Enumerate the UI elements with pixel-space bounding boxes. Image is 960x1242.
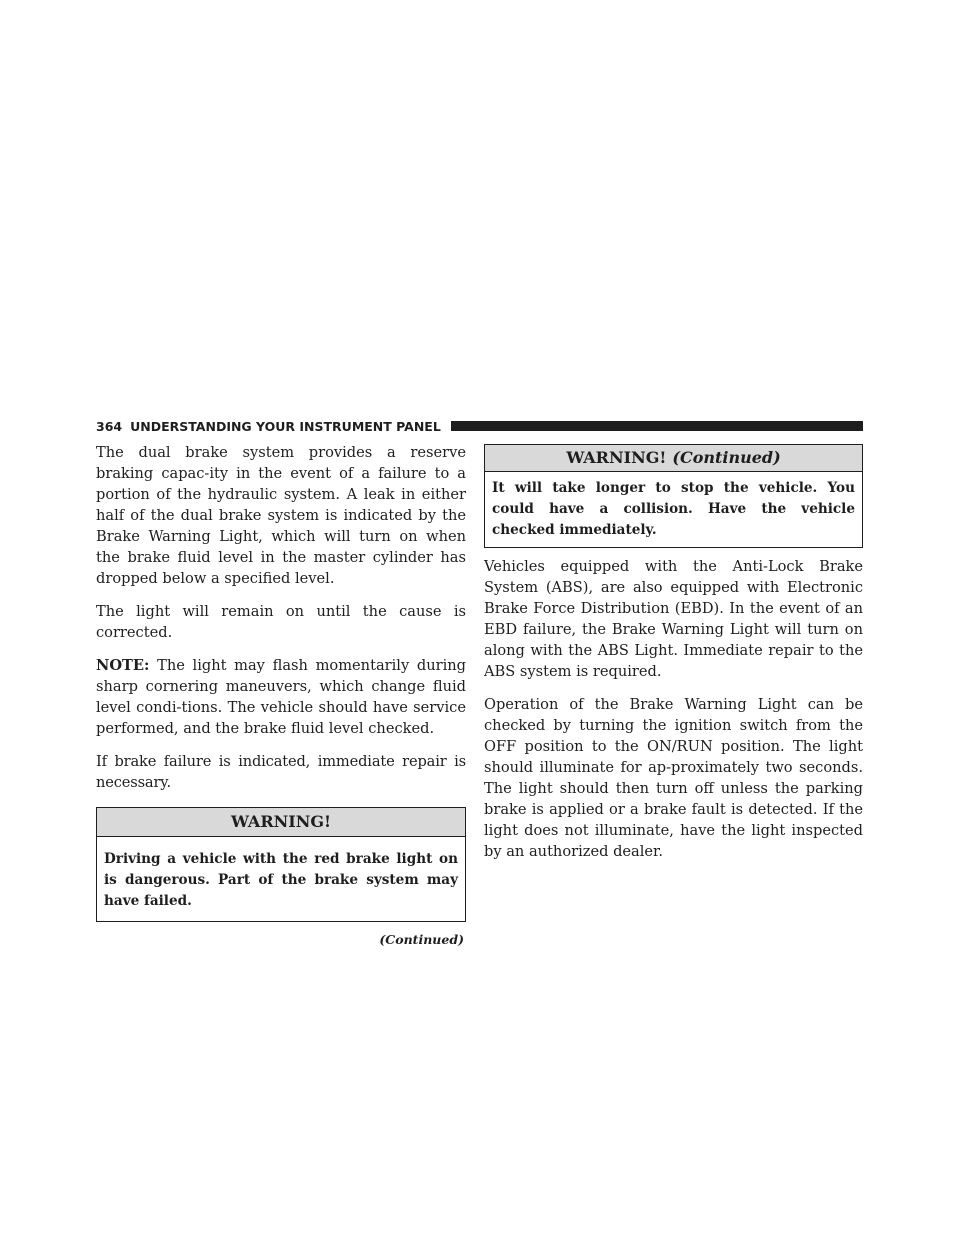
warning-title-text: WARNING! [566, 448, 667, 467]
paragraph-light-remains: The light will remain on until the cause is corrected. [96, 603, 466, 641]
paragraph-abs-ebd: Vehicles equipped with the Anti-Lock Brake System (ABS), are also equipped with Electronic Brake Force Distribution (EBD). In the event of an EBD failure, the Brake Warning Light will turn on along with the ABS Light. Immediate repair to the ABS system is required. [484, 558, 863, 680]
right-column [484, 442, 863, 874]
warning-title: WARNING! [97, 808, 465, 837]
note-text: The light may flash momentarily during sharp cornering maneuvers, which change fluid level condi-tions. The vehicle should have service performed, and the brake fluid level checked. [96, 657, 466, 737]
paragraph-brake-failure: If brake failure is indicated, immediate repair is necessary. [96, 753, 466, 791]
paragraph-dual-brake: The dual brake system provides a reserve braking capac-ity in the event of a failure to a portion of the hydraulic system. A leak in either half of the dual brake system is indicated by the Brake Warning Light, which will turn on when the brake fluid level in the master cylinder has dropped below a specified level. [96, 444, 466, 587]
left-column [96, 442, 466, 947]
note-paragraph [96, 655, 466, 739]
paragraph-light-check: Operation of the Brake Warning Light can be checked by turning the ignition switch from the OFF position to the ON/RUN position. The light should illuminate for ap-proximately two seconds. The light should then turn off unless the parking brake is applied or a brake fault is detected. If the light does not illuminate, have the light inspected by an authorized dealer. [484, 696, 863, 860]
continued-label: (Continued) [379, 932, 464, 947]
warning-title-continued [485, 445, 862, 472]
warning-text: Driving a vehicle with the red brake light on is dangerous. Part of the brake system may have failed. [104, 851, 458, 909]
header-rule [451, 421, 863, 431]
warning-box-continued [484, 444, 863, 548]
page-header [96, 418, 863, 434]
note-label: NOTE: [96, 657, 150, 674]
section-title: UNDERSTANDING YOUR INSTRUMENT PANEL [130, 418, 441, 434]
warning-text-continued: It will take longer to stop the vehicle. You could have a collision. Have the vehicle checked immediately. [492, 480, 855, 538]
warning-box [96, 807, 466, 922]
page-number: 364 [96, 418, 123, 434]
warning-continued-label: (Continued) [672, 448, 781, 467]
